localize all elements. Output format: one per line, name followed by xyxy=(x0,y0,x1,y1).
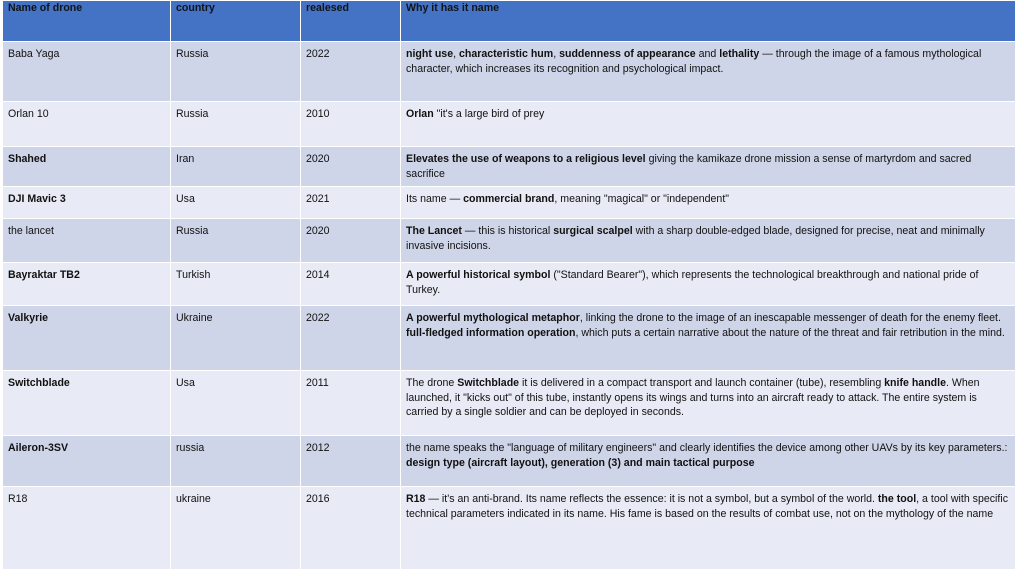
emphasis-text: the tool xyxy=(877,493,917,505)
country-cell: Iran xyxy=(171,147,301,187)
name-explanation-cell xyxy=(401,147,1016,187)
released-year-cell: 2014 xyxy=(301,263,401,306)
released-year-cell: 2011 xyxy=(301,371,401,436)
header-row xyxy=(3,1,1016,42)
emphasis-text: R18 xyxy=(406,493,426,505)
emphasis-text: The Lancet xyxy=(406,225,462,237)
drone-name-cell: Aileron-3SV xyxy=(3,436,171,487)
description-text: , a tool with specific technical parameters indicated in its name. His fame is based on the results of combat use, not on the mythology of the name xyxy=(406,493,1009,520)
description-text: giving the kamikaze drone mission a sense of martyrdom and sacred sacrifice xyxy=(406,153,972,180)
released-year-cell: 2012 xyxy=(301,436,401,487)
country-cell: Russia xyxy=(171,219,301,263)
header-why-name: Why it has it name xyxy=(401,1,1016,42)
slide-margin xyxy=(1015,0,1024,576)
emphasis-text: Orlan xyxy=(406,108,434,120)
name-explanation-cell xyxy=(401,487,1016,570)
table-row xyxy=(3,147,1016,187)
drone-name-cell: R18 xyxy=(3,487,171,570)
released-year-cell: 2010 xyxy=(301,102,401,147)
name-explanation-cell xyxy=(401,263,1016,306)
header-country: country xyxy=(171,1,301,42)
drone-name-cell: Orlan 10 xyxy=(3,102,171,147)
emphasis-text: A powerful mythological metaphor xyxy=(406,312,580,324)
table-row xyxy=(3,306,1016,371)
description-text: , which puts a certain narrative about the nature of the threat and fair retribution in the mind. xyxy=(575,326,1005,339)
description-text: , linking the drone to the image of an inescapable messenger of death for the enemy fleet. xyxy=(579,312,1001,324)
released-year-cell: 2022 xyxy=(301,42,401,102)
drone-name-cell: Shahed xyxy=(3,147,171,187)
emphasis-text: commercial brand xyxy=(463,193,555,205)
drone-name-cell: Switchblade xyxy=(3,371,171,436)
table-row xyxy=(3,487,1016,570)
description-text: The drone xyxy=(406,377,458,389)
name-explanation-cell xyxy=(401,187,1016,219)
name-explanation-cell xyxy=(401,42,1016,102)
emphasis-text: knife handle xyxy=(884,377,946,389)
table-row xyxy=(3,219,1016,263)
emphasis-text: Elevates the use of weapons to a religious level xyxy=(406,153,646,165)
table-row xyxy=(3,371,1016,436)
country-cell: ukraine xyxy=(171,487,301,570)
name-explanation-cell xyxy=(401,102,1016,147)
emphasis-text: night use xyxy=(406,48,454,60)
country-cell: Russia xyxy=(171,102,301,147)
header-released: realesed xyxy=(301,1,401,42)
table-row xyxy=(3,263,1016,306)
emphasis-text: surgical scalpel xyxy=(553,225,633,237)
name-explanation-cell xyxy=(401,306,1016,371)
description-text: — this is historical xyxy=(461,225,554,237)
name-explanation-cell xyxy=(401,436,1016,487)
emphasis-text: lethality xyxy=(719,48,760,60)
released-year-cell: 2016 xyxy=(301,487,401,570)
description-text: ("Standard Bearer"), which represents the technological breakthrough and national pride of Turkey. xyxy=(406,269,979,296)
table-row xyxy=(3,102,1016,147)
drone-name-cell: Valkyrie xyxy=(3,306,171,371)
table-row xyxy=(3,42,1016,102)
description-text: . When launched, it "kicks out" of this tube, instantly opens its wings and turns into an aircraft ready to attack. The entire system is carried by a single soldier and can be deployed in seconds. xyxy=(406,377,980,419)
emphasis-text: A powerful historical symbol xyxy=(406,269,551,281)
description-text: , meaning "magical" or "independent" xyxy=(554,193,730,205)
description-text: Its name — xyxy=(406,193,464,205)
description-text: , xyxy=(453,48,459,60)
description-text: with a sharp double-edged blade, designed for precise, neat and minimally invasive incisions. xyxy=(406,225,985,252)
released-year-cell: 2020 xyxy=(301,147,401,187)
emphasis-text: Switchblade xyxy=(457,377,520,389)
description-text: — it's an anti-brand. Its name reflects the essence: it is not a symbol, but a symbol of the world. xyxy=(425,493,878,505)
country-cell: Russia xyxy=(171,42,301,102)
name-explanation-cell xyxy=(401,371,1016,436)
country-cell: Usa xyxy=(171,371,301,436)
table-body xyxy=(3,42,1016,570)
drone-name-cell: Baba Yaga xyxy=(3,42,171,102)
drone-name-cell: Bayraktar TB2 xyxy=(3,263,171,306)
description-text: , xyxy=(553,48,560,60)
country-cell: russia xyxy=(171,436,301,487)
emphasis-text: full-fledged information operation xyxy=(406,326,576,339)
description-text: and xyxy=(695,48,720,60)
country-cell: Ukraine xyxy=(171,306,301,371)
country-cell: Turkish xyxy=(171,263,301,306)
description-text: it is delivered in a compact transport and launch container (tube), resembling xyxy=(519,377,885,389)
header-drone-name: Name of drone xyxy=(3,1,171,42)
emphasis-text: suddenness of appearance xyxy=(559,48,696,60)
drone-names-table xyxy=(2,0,1016,570)
drone-name-cell: DJI Mavic 3 xyxy=(3,187,171,219)
table-row xyxy=(3,436,1016,487)
name-explanation-cell xyxy=(401,219,1016,263)
description-text: "it's a large bird of prey xyxy=(433,108,545,120)
description-text: the name speaks the "language of military engineers" and clearly identifies the device among other UAVs by its key parameters.: xyxy=(406,442,1008,454)
table-row xyxy=(3,187,1016,219)
emphasis-text: design type (aircraft layout), generation (3) and main tactical purpose xyxy=(406,456,755,469)
description-text: — through the image of a famous mythological character, which increases its recognition and psychological impact. xyxy=(406,48,982,75)
country-cell: Usa xyxy=(171,187,301,219)
emphasis-text: characteristic hum xyxy=(458,48,554,60)
released-year-cell: 2022 xyxy=(301,306,401,371)
released-year-cell: 2020 xyxy=(301,219,401,263)
released-year-cell: 2021 xyxy=(301,187,401,219)
drone-name-cell: the lancet xyxy=(3,219,171,263)
